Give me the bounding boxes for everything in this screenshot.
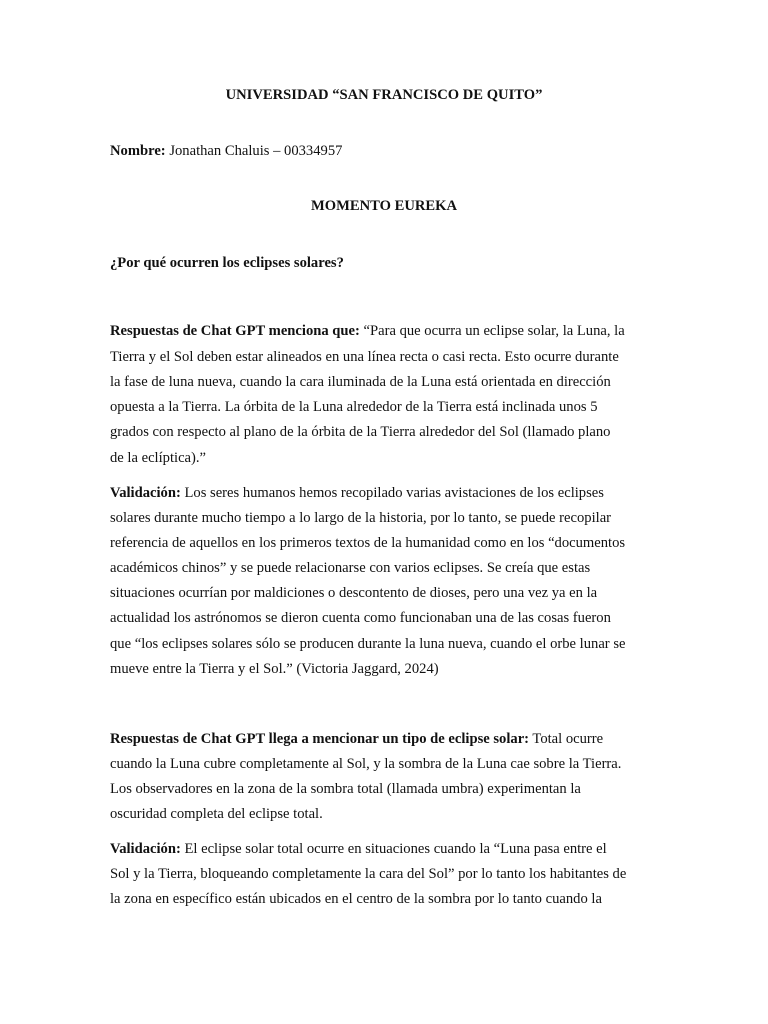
paragraph-line: Tierra y el Sol deben estar alineados en una línea recta o casi recta. Esto ocurre durante <box>110 349 619 365</box>
document-title: MOMENTO EUREKA <box>310 198 458 214</box>
paragraph-line: Sol y la Tierra, bloqueando completamente la cara del Sol” por lo tanto los habitantes de <box>110 866 627 882</box>
paragraph-line: académicos chinos” y se puede relacionarse con varios eclipses. Se creía que estas <box>110 560 591 576</box>
paragraph-line: grados con respecto al plano de la órbita de la Tierra alrededor del Sol (llamado plano <box>110 424 611 440</box>
paragraph-line: Los observadores en la zona de la sombra total (llamada umbra) experimentan la <box>110 781 581 797</box>
paragraph-text: Los seres humanos hemos recopilado varias avistaciones de los eclipses <box>180 485 604 501</box>
question-heading: ¿Por qué ocurren los eclipses solares? <box>110 255 344 271</box>
section2-label: Respuestas de Chat GPT llega a mencionar un tipo de eclipse solar: <box>110 731 530 747</box>
paragraph-line: actualidad los astrónomos se dieron cuenta como funcionaban una de las cosas fueron <box>110 610 611 626</box>
paragraph-line: la zona en específico están ubicados en el centro de la sombra por lo tanto cuando la <box>110 891 602 907</box>
paragraph-text: “Para que ocurra un eclipse solar, la Luna, la <box>359 323 625 339</box>
name-value: Jonathan Chaluis – 00334957 <box>165 143 343 159</box>
paragraph-line: oscuridad completa del eclipse total. <box>110 806 323 822</box>
paragraph-line: situaciones ocurrían por maldiciones o descontento de dioses, pero una vez ya en la <box>110 585 598 601</box>
paragraph-line <box>110 483 670 503</box>
paragraph-line: que “los eclipses solares sólo se producen durante la luna nueva, cuando el orbe lunar se <box>110 636 626 652</box>
validation2-label: Validación: <box>110 841 181 857</box>
paragraph-line: mueve entre la Tierra y el Sol.” (Victoria Jaggard, 2024) <box>110 661 439 677</box>
paragraph-text: El eclipse solar total ocurre en situaciones cuando la “Luna pasa entre el <box>180 841 607 857</box>
name-label: Nombre: <box>110 143 166 159</box>
paragraph-line: solares durante mucho tiempo a lo largo de la historia, por lo tanto, se puede recopilar <box>110 510 612 526</box>
name-line <box>110 141 670 161</box>
validation1-label: Validación: <box>110 485 181 501</box>
paragraph-line: la fase de luna nueva, cuando la cara iluminada de la Luna está orientada en dirección <box>110 374 611 390</box>
paragraph-line: de la eclíptica).” <box>110 450 207 466</box>
paragraph-line <box>110 729 670 749</box>
paragraph-text: Total ocurre <box>529 731 604 747</box>
paragraph-line <box>110 839 670 859</box>
university-heading: UNIVERSIDAD “SAN FRANCISCO DE QUITO” <box>225 87 543 103</box>
paragraph-line <box>110 321 670 341</box>
paragraph-line: opuesta a la Tierra. La órbita de la Luna alrededor de la Tierra está inclinada unos 5 <box>110 399 598 415</box>
paragraph-line: referencia de aquellos en los primeros textos de la humanidad como en los “documentos <box>110 535 626 551</box>
paragraph-line: cuando la Luna cubre completamente al Sol, y la sombra de la Luna cae sobre la Tierra. <box>110 756 622 772</box>
section1-label: Respuestas de Chat GPT menciona que: <box>110 323 360 339</box>
